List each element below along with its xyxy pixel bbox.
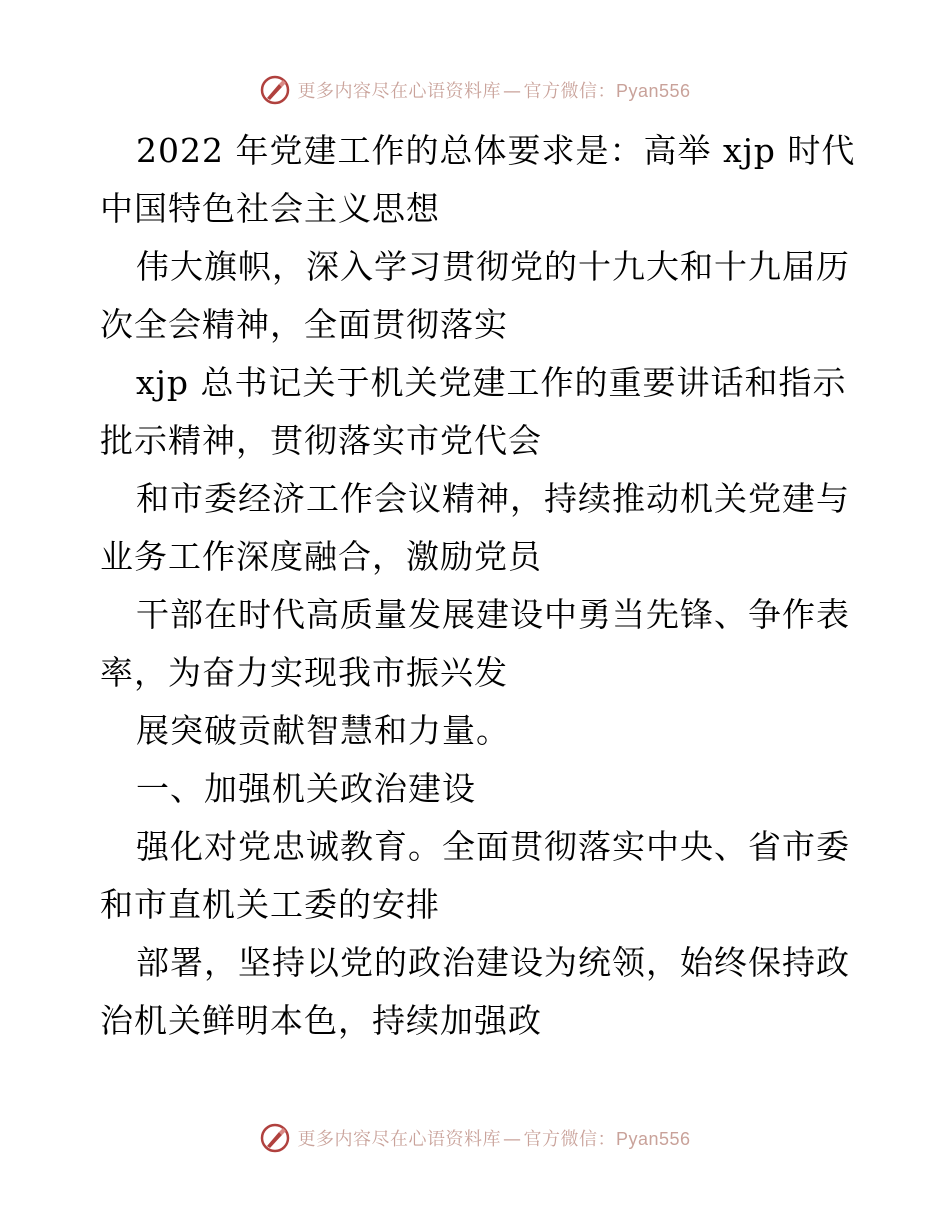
paragraph-4: 和市委经济工作会议精神，持续推动机关党建与业务工作深度融合，激励党员 — [100, 479, 850, 576]
paragraph-5: 干部在时代高质量发展建设中勇当先锋、争作表率，为奋力实现我市振兴发 — [100, 595, 850, 692]
paragraph-6: 展突破贡献智慧和力量。 — [136, 711, 510, 750]
footer-watermark — [0, 1122, 950, 1154]
pen-circle-logo-icon — [259, 74, 291, 106]
section-heading: 一、加强机关政治建设 — [136, 769, 476, 808]
paragraph-7: 强化对党忠诚教育。全面贯彻落实中央、省市委和市直机关工委的安排 — [100, 827, 850, 924]
paragraph-3: xjp 总书记关于机关党建工作的重要讲话和指示批示精神，贯彻落实市党代会 — [100, 363, 847, 460]
paragraph-8: 部署，坚持以党的政治建设为统领，始终保持政治机关鲜明本色，持续加强政 — [100, 943, 850, 1040]
paragraph-2: 伟大旗帜，深入学习贯彻党的十九大和十九届历次全会精神，全面贯彻落实 — [100, 247, 850, 344]
watermark-text: 更多内容尽在心语资料库 — 官方微信：Pyan556 — [297, 81, 691, 102]
watermark-text: 更多内容尽在心语资料库 — 官方微信：Pyan556 — [297, 1129, 691, 1150]
document-body — [100, 122, 860, 1050]
paragraph-1: 2022 年党建工作的总体要求是：高举 xjp 时代中国特色社会主义思想 — [100, 131, 856, 228]
header-watermark — [0, 74, 950, 106]
pen-circle-logo-icon — [259, 1122, 291, 1154]
